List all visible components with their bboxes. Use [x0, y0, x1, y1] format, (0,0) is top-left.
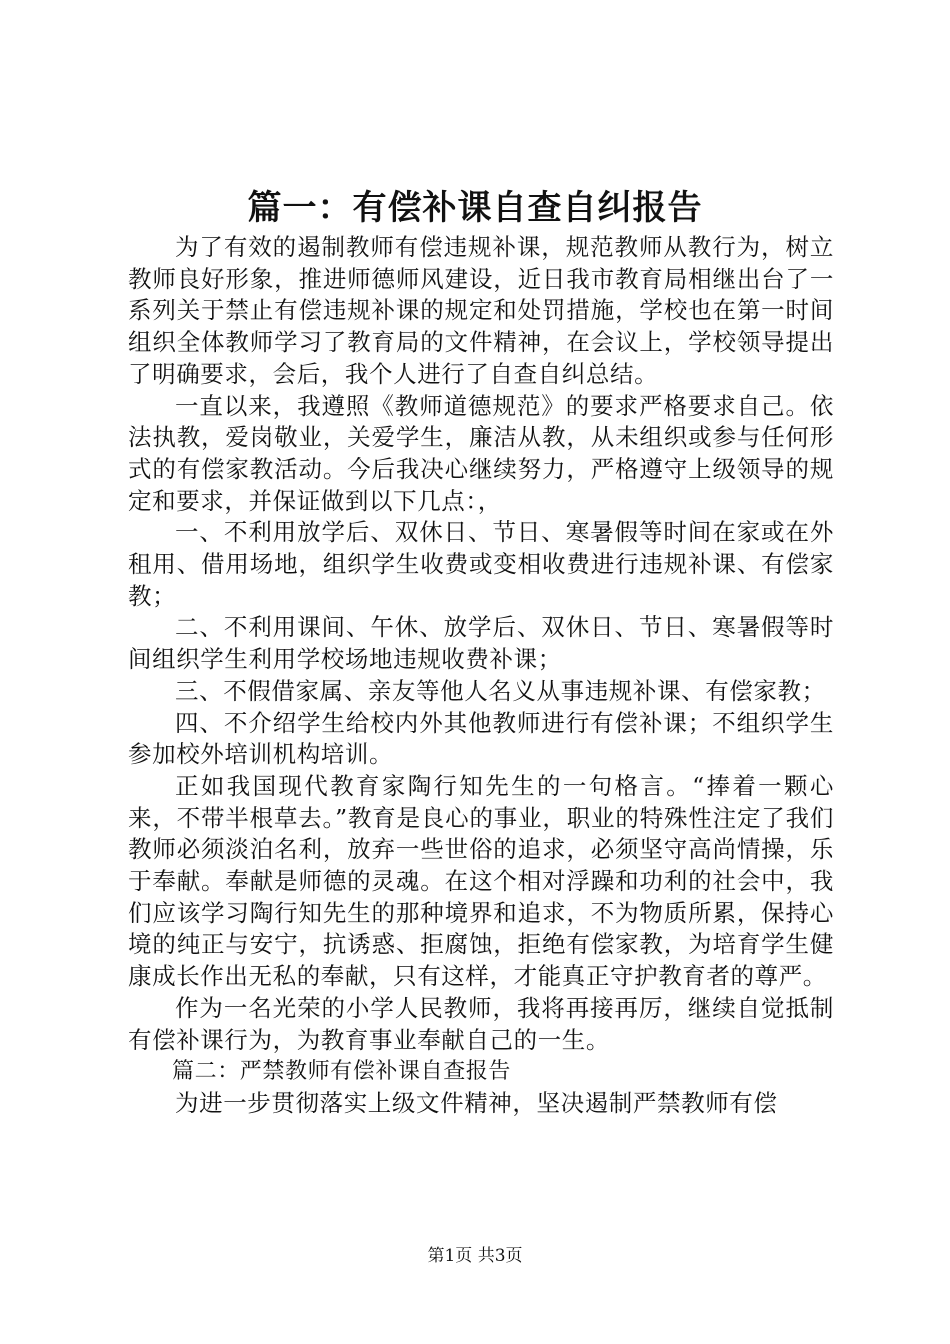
document-title: 篇一：有偿补课自查自纠报告 — [247, 188, 703, 228]
list-item-paragraph: 二、不利用课间、午休、放学后、双休日、节日、寒暑假等时间组织学生利用学校场地违规收费补课； — [128, 613, 834, 674]
body-paragraph: 为进一步贯彻落实上级文件精神，坚决遏制严禁教师有偿 — [175, 1088, 778, 1117]
body-paragraph: 一直以来，我遵照《教师道德规范》的要求严格要求自己。依法执教，爱岗敬业，关爱学生，廉洁从教，从未组织或参与任何形式的有偿家教活动。今后我决心继续努力，严格遵守上级领导的规定和要求，并保证做到以下几点：， — [128, 391, 834, 515]
document-body — [128, 232, 834, 1120]
list-item-paragraph: 一、不利用放学后、双休日、节日、寒暑假等时间在家或在外租用、借用场地，组织学生收费或变相收费进行违规补课、有偿家教； — [128, 518, 834, 610]
list-item-paragraph: 四、不介绍学生给校内外其他教师进行有偿补课；不组织学生参加校外培训机构培训。 — [128, 708, 834, 769]
list-item-paragraph: 三、不假借家属、亲友等他人名义从事违规补课、有偿家教； — [175, 676, 826, 705]
body-paragraph: 作为一名光荣的小学人民教师，我将再接再厉，继续自觉抵制有偿补课行为，为教育事业奉献自己的一生。 — [128, 993, 834, 1054]
body-paragraph: 为了有效的遏制教师有偿违规补课，规范教师从教行为，树立教师良好形象，推进师德师风建设，近日我市教育局相继出台了一系列关于禁止有偿违规补课的规定和处罚措施，学校也在第一时间组织全体教师学习了教育局的文件精神，在会议上，学校领导提出了明确要求，会后，我个人进行了自查自纠总结。 — [128, 233, 834, 388]
section-heading: 篇二：严禁教师有偿补课自查报告 — [172, 1059, 512, 1085]
body-paragraph: 正如我国现代教育家陶行知先生的一句格言。“捧着一颗心来，不带半根草去。”教育是良心的事业，职业的特殊性注定了我们教师必须淡泊名利，放弃一些世俗的追求，必须坚守高尚情操，乐于奉献。奉献是师德的灵魂。在这个相对浮躁和功利的社会中，我们应该学习陶行知先生的那种境界和追求，不为物质所累，保持心境的纯正与安宁，抗诱惑、拒腐蚀，拒绝有偿家教，为培育学生健康成长作出无私的奉献，只有这样，才能真正守护教育者的尊严。 — [128, 771, 834, 991]
page-number-footer: 第1页 共3页 — [427, 1246, 523, 1266]
